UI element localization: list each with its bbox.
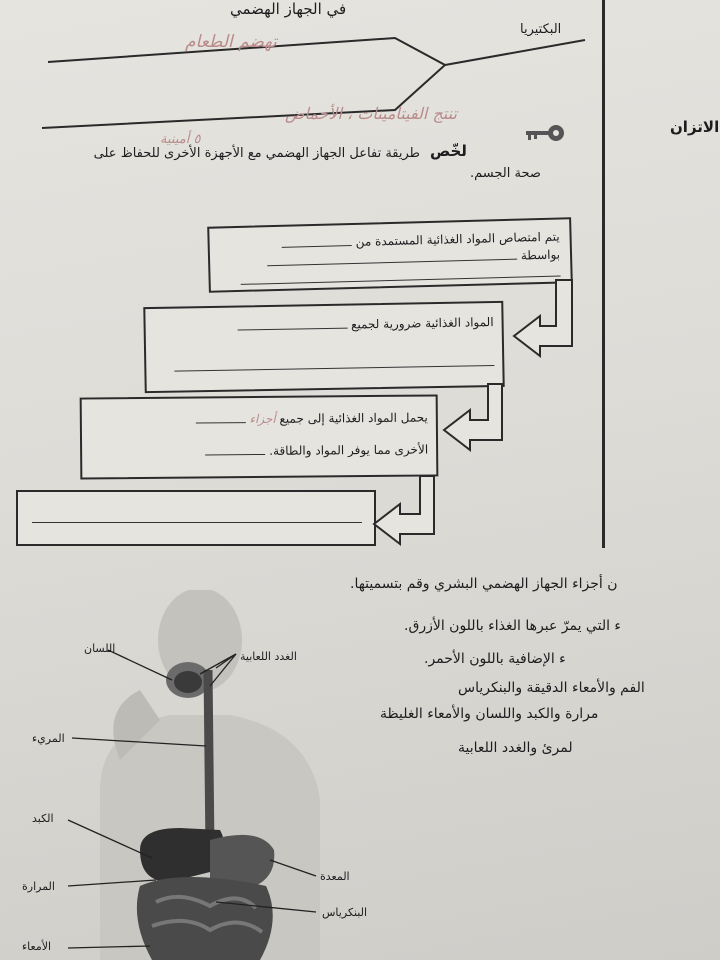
column-divider	[602, 0, 605, 548]
flow-box-3-line-2: الأخرى مما يوفر المواد والطاقة.	[269, 442, 429, 458]
handwriting-answer-3: ٥ أمينية	[160, 132, 201, 147]
top-text-fragment: في الجهاز الهضمي	[230, 0, 347, 18]
label-pancreas: البنكرياس	[322, 906, 368, 919]
side-heading: الاتزان	[670, 118, 720, 136]
flow-box-1-line-1: يتم امتصاص المواد الغذائية المستمدة من	[355, 229, 560, 249]
question-line-4: الفم والأمعاء الدقيقة والبنكرياس	[458, 680, 645, 696]
question-line-6: لمرئ والغدد اللعابية	[458, 740, 573, 756]
bacteria-label: البكتيريا	[520, 22, 562, 37]
summary-title: لخّص	[430, 142, 467, 160]
flow-box-3-line-1: يحمل المواد الغذائية إلى جميع	[279, 410, 428, 426]
label-liver: الكبد	[32, 812, 54, 825]
summary-instruction-cont: صحة الجسم.	[470, 166, 541, 181]
summary-instruction: طريقة تفاعل الجهاز الهضمي مع الأجهزة الأخرى للحفاظ على	[93, 146, 420, 161]
label-intestine: الأمعاء	[22, 940, 52, 953]
label-stomach: المعدة	[320, 870, 350, 883]
question-line-2: ء التي يمرّ عبرها الغذاء باللون الأزرق.	[404, 618, 622, 634]
label-gallbladder: المرارة	[22, 880, 55, 893]
question-line-1: ن أجزاء الجهاز الهضمي البشري وقم بتسميتها.	[350, 576, 618, 592]
flow-box-1-line-2: بواسطة	[520, 247, 561, 263]
label-esophagus: المريء	[32, 732, 65, 745]
question-line-5: مرارة والكبد واللسان والأمعاء الغليظة	[380, 706, 599, 722]
flow-arrows	[0, 0, 600, 560]
label-salivary-glands: الغدد اللعابية	[240, 650, 297, 663]
question-line-3: ء الإضافية باللون الأحمر.	[424, 651, 566, 667]
flow-box-2-line-1: المواد الغذائية ضرورية لجميع	[350, 315, 494, 332]
handwriting-answer-2: تنتج الفيتامينات ، الأحماض	[285, 104, 457, 123]
flow-box-3-handwriting: أجزاء	[249, 411, 276, 427]
label-tongue: اللسان	[84, 642, 116, 655]
handwriting-answer-1: تهضم الطعام	[185, 32, 277, 52]
